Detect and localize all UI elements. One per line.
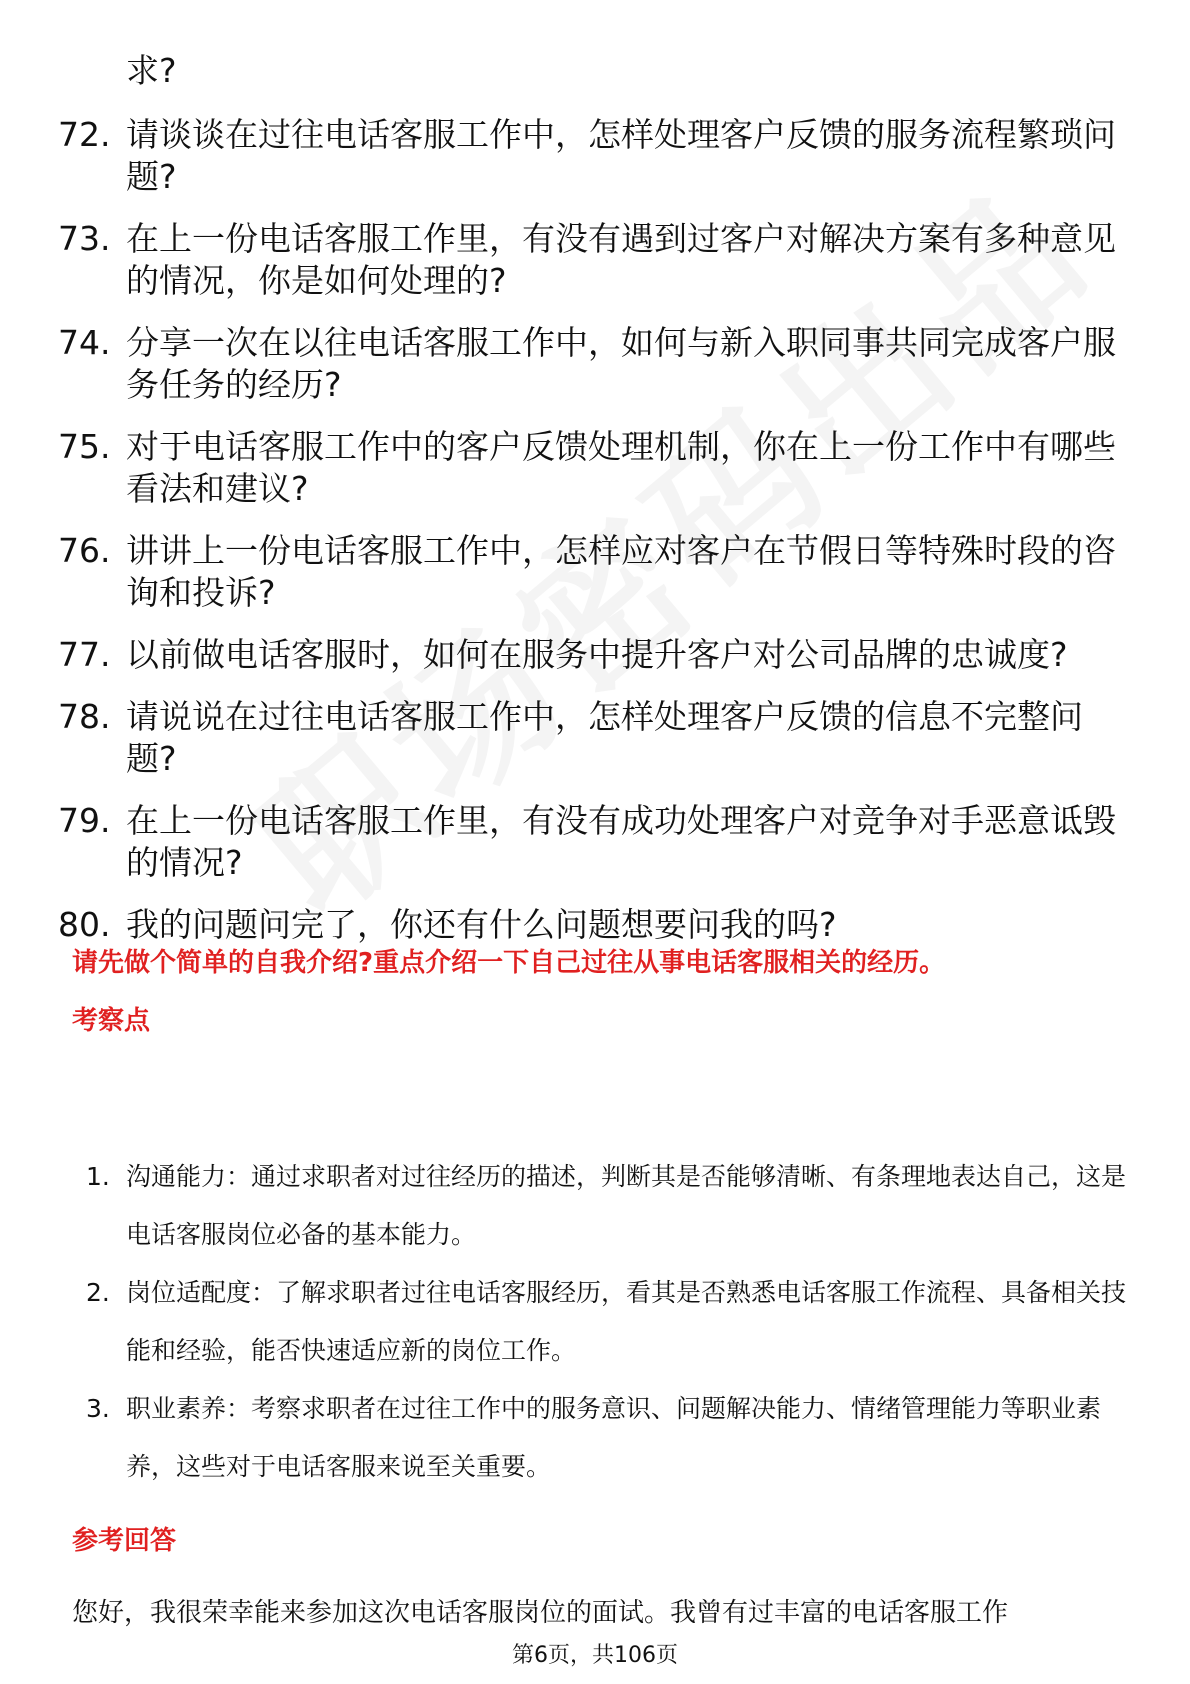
question-text: 求? (126, 51, 177, 90)
question-item (58, 114, 1118, 198)
question-number: 78. (58, 697, 111, 736)
question-text: 我的问题问完了，你还有什么问题想要问我的吗? (126, 905, 837, 944)
question-number: 74. (58, 323, 111, 362)
exam-point-item (86, 1380, 1126, 1496)
question-number (58, 50, 126, 92)
question-item (58, 696, 1118, 780)
question-number: 80. (58, 905, 111, 944)
question-number: 75. (58, 427, 111, 466)
question-item (58, 426, 1118, 510)
section-title: 请先做个简单的自我介绍?重点介绍一下自己过往从事电话客服相关的经历。 (72, 948, 946, 978)
question-number: 72. (58, 115, 111, 154)
exam-point-list (86, 1148, 1126, 1496)
exam-point-number: 3. (86, 1394, 110, 1423)
exam-point-text: 职业素养：考察求职者在过往工作中的服务意识、问题解决能力、情绪管理能力等职业素养，这些对于电话客服来说至关重要。 (126, 1394, 1102, 1481)
question-item (58, 800, 1118, 884)
question-item (58, 322, 1118, 406)
question-text: 以前做电话客服时，如何在服务中提升客户对公司品牌的忠诚度? (126, 635, 1068, 674)
question-text: 在上一份电话客服工作里，有没有遇到过客户对解决方案有多种意见的情况，你是如何处理的? (126, 219, 1116, 300)
question-number: 73. (58, 219, 111, 258)
question-text: 讲讲上一份电话客服工作中，怎样应对客户在节假日等特殊时段的咨询和投诉? (126, 531, 1116, 612)
exam-point-number: 2. (86, 1278, 110, 1307)
question-text: 请说说在过往电话客服工作中，怎样处理客户反馈的信息不完整问题? (126, 697, 1083, 778)
question-number: 77. (58, 635, 111, 674)
question-number: 76. (58, 531, 111, 570)
question-text: 请谈谈在过往电话客服工作中，怎样处理客户反馈的服务流程繁琐问题? (126, 115, 1116, 196)
exam-point-text: 岗位适配度：了解求职者过往电话客服经历，看其是否熟悉电话客服工作流程、具备相关技能和经验，能否快速适应新的岗位工作。 (126, 1278, 1127, 1365)
answer-heading: 参考回答 (72, 1526, 177, 1556)
answer-text: 您好，我很荣幸能来参加这次电话客服岗位的面试。我曾有过丰富的电话客服工作 (72, 1598, 1009, 1628)
question-text: 在上一份电话客服工作里，有没有成功处理客户对竞争对手恶意诋毁的情况? (126, 801, 1116, 882)
page-footer: 第6页，共106页 (512, 1643, 678, 1668)
question-text: 分享一次在以往电话客服工作中，如何与新入职同事共同完成客户服务任务的经历? (126, 323, 1116, 404)
question-text: 对于电话客服工作中的客户反馈处理机制，你在上一份工作中有哪些看法和建议? (126, 427, 1116, 508)
exam-point-number: 1. (86, 1162, 110, 1191)
question-list (58, 50, 1118, 966)
question-item (58, 634, 1118, 676)
question-item (58, 218, 1118, 302)
exam-point-item (86, 1264, 1126, 1380)
question-item (58, 904, 1118, 946)
exam-point-text: 沟通能力：通过求职者对过往经历的描述，判断其是否能够清晰、有条理地表达自己，这是电话客服岗位必备的基本能力。 (126, 1162, 1127, 1249)
exam-points-heading: 考察点 (72, 1006, 151, 1036)
question-item (58, 50, 1118, 92)
exam-point-item (86, 1148, 1126, 1264)
question-item (58, 530, 1118, 614)
question-number: 79. (58, 801, 111, 840)
